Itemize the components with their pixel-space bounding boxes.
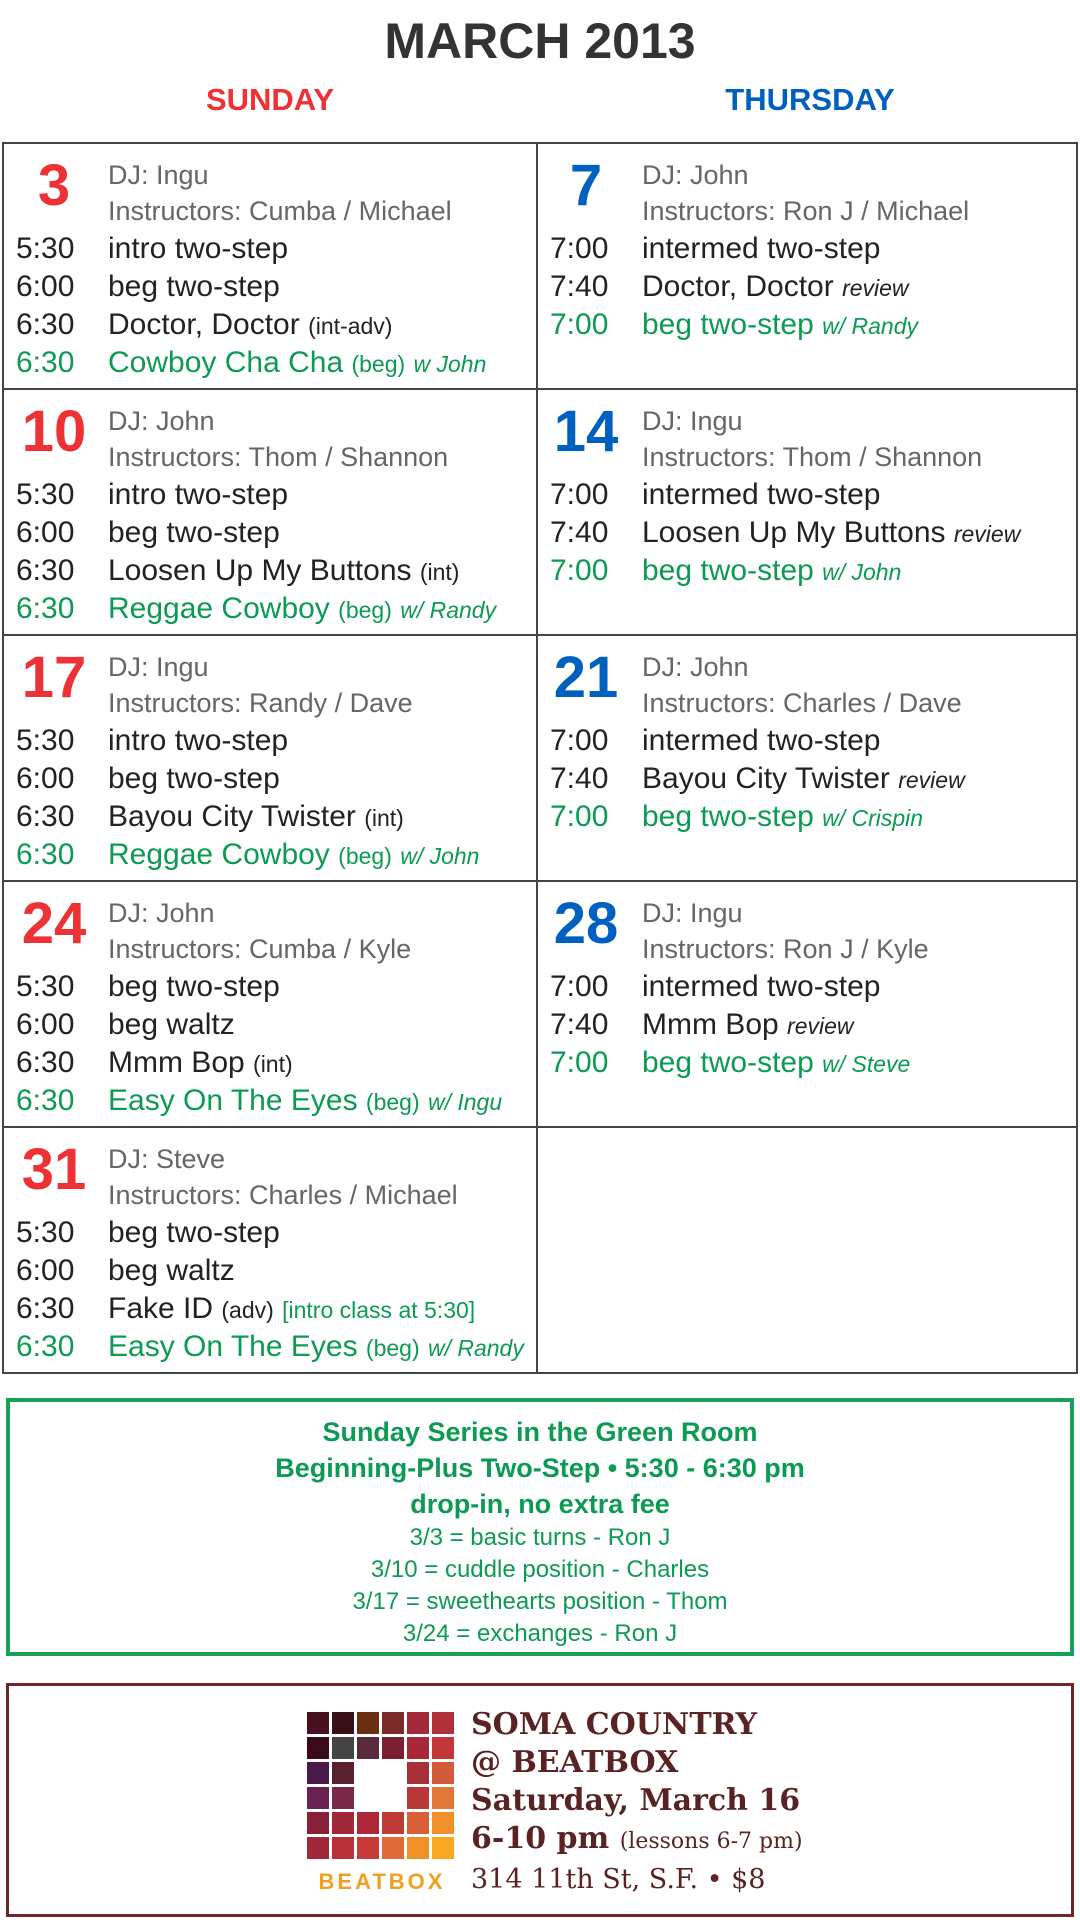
- class-time: 6:30: [16, 1046, 75, 1079]
- class-note: (beg): [338, 597, 392, 623]
- day-cell: [536, 880, 1078, 1128]
- calendar-row: [2, 388, 1078, 634]
- logo-tile: [332, 1712, 354, 1734]
- class-title: beg two-step: [642, 800, 814, 833]
- calendar-grid: [2, 142, 1078, 1372]
- class-note: (int): [364, 805, 404, 831]
- calendar-row: [2, 880, 1078, 1126]
- class-note: (int): [253, 1051, 293, 1077]
- class-time: 6:30: [16, 1292, 75, 1325]
- series-dropin: drop-in, no extra fee: [410, 1489, 670, 1519]
- class-description: [108, 1330, 524, 1364]
- class-description: [108, 1254, 235, 1288]
- class-title: intermed two-step: [642, 970, 881, 1003]
- class-title: Reggae Cowboy: [108, 592, 330, 625]
- class-note: (beg): [365, 1335, 420, 1361]
- logo-tile: [307, 1787, 329, 1809]
- class-description: [642, 232, 880, 266]
- class-title: beg two-step: [108, 516, 280, 549]
- series-item: 3/17 = sweethearts position - Thom: [352, 1588, 728, 1615]
- class-time: 7:40: [550, 516, 609, 549]
- class-time: 6:30: [16, 800, 75, 833]
- class-note: (beg): [365, 1089, 420, 1115]
- promo-hours: 6-10 pm: [471, 1821, 610, 1856]
- class-description: [108, 232, 288, 266]
- class-description: [108, 1084, 502, 1118]
- logo-tile: [357, 1762, 379, 1784]
- class-time: 7:00: [550, 800, 609, 833]
- class-title: beg two-step: [108, 1216, 280, 1249]
- class-time: 7:00: [550, 232, 609, 265]
- logo-tile: [307, 1737, 329, 1759]
- class-note: w/ John: [822, 559, 902, 585]
- logo-tile: [432, 1762, 454, 1784]
- dj-label: DJ: Ingu: [108, 652, 209, 682]
- class-title: Loosen Up My Buttons: [108, 554, 412, 587]
- instructors-label: Instructors: Charles / Michael: [108, 1180, 458, 1210]
- class-title: Doctor, Doctor: [642, 270, 834, 303]
- class-title: Easy On The Eyes: [108, 1084, 358, 1117]
- instructors-label: Instructors: Thom / Shannon: [642, 442, 983, 472]
- class-note: review: [953, 521, 1021, 547]
- dj-label: DJ: John: [108, 406, 215, 436]
- class-note: (int-adv): [308, 313, 393, 339]
- class-time: 6:00: [16, 270, 75, 303]
- class-description: [108, 762, 280, 796]
- class-time: 6:30: [16, 1084, 75, 1117]
- class-time: 6:30: [16, 346, 75, 379]
- logo-tile: [382, 1812, 404, 1834]
- class-time: 7:00: [550, 970, 609, 1003]
- class-description: [108, 838, 479, 872]
- class-note: (beg): [338, 843, 392, 869]
- logo-tile: [382, 1737, 404, 1759]
- page-title: MARCH 2013: [384, 13, 696, 69]
- class-description: [642, 1008, 854, 1042]
- logo-tile: [357, 1787, 379, 1809]
- class-partner: w/ Randy: [427, 1335, 524, 1361]
- class-title: Bayou City Twister: [108, 800, 356, 833]
- day-cell: [536, 388, 1078, 636]
- class-title: Reggae Cowboy: [108, 838, 330, 871]
- series-item: 3/10 = cuddle position - Charles: [370, 1556, 710, 1583]
- day-cell: [2, 142, 538, 390]
- series-title: Sunday Series in the Green Room: [322, 1417, 758, 1447]
- dj-label: DJ: John: [108, 898, 215, 928]
- instructors-label: Instructors: Cumba / Kyle: [108, 934, 412, 964]
- class-time: 5:30: [16, 478, 75, 511]
- class-description: [108, 1046, 293, 1080]
- calendar-row: [2, 142, 1078, 388]
- promo-date: Saturday, March 16: [471, 1783, 801, 1818]
- class-description: [108, 592, 496, 626]
- class-description: [108, 800, 404, 834]
- instructors-label: Instructors: Charles / Dave: [642, 688, 962, 718]
- day-cell: [2, 1126, 538, 1374]
- beatbox-logo-tiles: [307, 1712, 457, 1859]
- class-title: beg waltz: [108, 1008, 235, 1041]
- class-title: intro two-step: [108, 478, 289, 511]
- instructors-label: Instructors: Ron J / Kyle: [642, 934, 929, 964]
- class-time: 6:30: [16, 554, 75, 587]
- day-number: 7: [569, 153, 603, 218]
- class-title: Fake ID: [108, 1292, 214, 1325]
- logo-tile: [382, 1712, 404, 1734]
- class-description: [108, 308, 392, 342]
- logo-tile: [407, 1837, 429, 1859]
- logo-tile: [332, 1787, 354, 1809]
- logo-tile: [382, 1787, 404, 1809]
- class-note: (adv): [221, 1297, 274, 1323]
- class-time: 7:40: [550, 762, 609, 795]
- logo-tile: [357, 1837, 379, 1859]
- instructors-label: Instructors: Ron J / Michael: [642, 196, 970, 226]
- class-title: beg two-step: [642, 1046, 814, 1079]
- logo-tile: [382, 1837, 404, 1859]
- dj-label: DJ: Ingu: [108, 160, 209, 190]
- class-time: 5:30: [16, 1216, 75, 1249]
- class-description: [642, 478, 880, 512]
- logo-tile: [357, 1712, 379, 1734]
- class-title: beg waltz: [108, 1254, 235, 1287]
- class-note: (int): [419, 559, 460, 585]
- dj-label: DJ: Steve: [108, 1144, 226, 1174]
- day-number: 17: [21, 645, 87, 710]
- promo-lessons: (lessons 6-7 pm): [619, 1829, 803, 1854]
- class-note: review: [787, 1013, 854, 1039]
- class-time: 6:00: [16, 762, 75, 795]
- class-title: Mmm Bop: [108, 1046, 245, 1079]
- logo-tile: [332, 1837, 354, 1859]
- class-description: [642, 724, 880, 758]
- class-description: [642, 270, 909, 304]
- class-time: 5:30: [16, 232, 75, 265]
- class-time: 6:30: [16, 308, 75, 341]
- promo-time: [471, 1820, 803, 1861]
- logo-tile: [407, 1812, 429, 1834]
- class-title: Doctor, Doctor: [108, 308, 300, 341]
- class-description: [108, 1216, 280, 1250]
- class-partner: w/ John: [400, 843, 480, 869]
- class-note: w/ Steve: [822, 1051, 911, 1077]
- class-time: 7:00: [550, 1046, 609, 1079]
- class-time: 7:40: [550, 270, 609, 303]
- class-time: 6:30: [16, 1330, 75, 1363]
- day-number: 14: [553, 399, 619, 464]
- thursday-header: THURSDAY: [725, 82, 895, 117]
- class-title: Cowboy Cha Cha: [108, 346, 344, 379]
- class-title: beg two-step: [108, 270, 280, 303]
- beatbox-logo: [307, 1712, 457, 1895]
- logo-tile: [432, 1837, 454, 1859]
- class-time: 7:00: [550, 308, 609, 341]
- class-description: [642, 308, 918, 342]
- promo-text: [471, 1706, 803, 1899]
- class-description: [642, 1046, 910, 1080]
- logo-tile: [382, 1762, 404, 1784]
- class-description: [108, 554, 459, 588]
- class-description: [642, 554, 901, 588]
- logo-tile: [432, 1737, 454, 1759]
- class-title: beg two-step: [642, 308, 814, 341]
- class-time: 7:00: [550, 478, 609, 511]
- class-title: beg two-step: [108, 762, 280, 795]
- day-number: 28: [553, 891, 619, 956]
- class-title: Easy On The Eyes: [108, 1330, 358, 1363]
- class-time: 6:00: [16, 516, 75, 549]
- beatbox-promo: [6, 1683, 1074, 1917]
- logo-tile: [432, 1812, 454, 1834]
- class-description: [108, 270, 280, 304]
- promo-title: SOMA COUNTRY: [471, 1707, 758, 1742]
- class-description: [108, 346, 486, 380]
- day-number: 3: [37, 153, 71, 218]
- day-number: 21: [553, 645, 619, 710]
- class-description: [642, 800, 923, 834]
- day-cell: [2, 388, 538, 636]
- day-cell: [2, 634, 538, 882]
- class-title: intermed two-step: [642, 724, 881, 757]
- class-note: review: [898, 767, 965, 793]
- instructors-label: Instructors: Thom / Shannon: [108, 442, 449, 472]
- logo-tile: [432, 1712, 454, 1734]
- sunday-series-box: [6, 1398, 1074, 1656]
- class-time: 7:00: [550, 554, 609, 587]
- calendar-row: [2, 634, 1078, 880]
- class-description: [108, 478, 288, 512]
- class-partner: w/ Ingu: [427, 1089, 503, 1115]
- class-time: 7:40: [550, 1008, 609, 1041]
- class-partner: w John: [413, 351, 487, 377]
- class-title: intro two-step: [108, 232, 289, 265]
- dj-label: DJ: Ingu: [642, 406, 743, 436]
- empty-cell: [536, 1126, 1078, 1374]
- class-time: 6:00: [16, 1008, 75, 1041]
- class-title: beg two-step: [642, 554, 814, 587]
- class-note: w/ Crispin: [822, 805, 924, 831]
- logo-tile: [407, 1762, 429, 1784]
- class-description: [642, 516, 1020, 550]
- day-number: 31: [21, 1137, 87, 1202]
- class-partner: w/ Randy: [400, 597, 497, 623]
- logo-tile: [332, 1737, 354, 1759]
- class-note: w/ Randy: [822, 313, 918, 339]
- logo-tile: [307, 1812, 329, 1834]
- class-description: [108, 516, 280, 550]
- calendar-row: [2, 1126, 1078, 1372]
- class-title: beg two-step: [108, 970, 280, 1003]
- class-extra-note: [intro class at 5:30]: [282, 1297, 476, 1323]
- dj-label: DJ: Ingu: [642, 898, 743, 928]
- logo-tile: [307, 1712, 329, 1734]
- promo-venue: @ BEATBOX: [471, 1745, 679, 1780]
- day-cell: [536, 142, 1078, 390]
- logo-tile: [307, 1762, 329, 1784]
- class-description: [108, 1008, 235, 1042]
- class-description: [108, 724, 288, 758]
- promo-address: 314 11th St, S.F. • $8: [471, 1864, 766, 1895]
- class-title: intermed two-step: [642, 478, 881, 511]
- class-description: [642, 970, 880, 1004]
- class-title: Bayou City Twister: [642, 762, 890, 795]
- class-title: Loosen Up My Buttons: [642, 516, 946, 549]
- logo-tile: [432, 1787, 454, 1809]
- class-description: [108, 970, 280, 1004]
- class-title: intermed two-step: [642, 232, 881, 265]
- beatbox-logo-text: BEATBOX: [318, 1869, 446, 1894]
- logo-tile: [407, 1737, 429, 1759]
- dj-label: DJ: John: [642, 652, 749, 682]
- class-time: 7:00: [550, 724, 609, 757]
- dj-label: DJ: John: [642, 160, 749, 190]
- class-note: review: [842, 275, 909, 301]
- day-number: 10: [21, 399, 87, 464]
- sunday-header: SUNDAY: [205, 82, 335, 117]
- logo-tile: [407, 1712, 429, 1734]
- logo-tile: [307, 1837, 329, 1859]
- logo-tile: [357, 1737, 379, 1759]
- class-title: Mmm Bop: [642, 1008, 779, 1041]
- class-description: [642, 762, 965, 796]
- logo-tile: [332, 1762, 354, 1784]
- class-time: 6:30: [16, 838, 75, 871]
- day-cell: [2, 880, 538, 1128]
- series-subtitle: Beginning-Plus Two-Step • 5:30 - 6:30 pm: [275, 1453, 805, 1483]
- class-time: 5:30: [16, 724, 75, 757]
- day-number: 24: [21, 891, 87, 956]
- logo-tile: [407, 1787, 429, 1809]
- day-cell: [536, 634, 1078, 882]
- logo-tile: [332, 1812, 354, 1834]
- class-time: 6:00: [16, 1254, 75, 1287]
- instructors-label: Instructors: Randy / Dave: [108, 688, 413, 718]
- class-time: 6:30: [16, 592, 75, 625]
- series-item: 3/3 = basic turns - Ron J: [409, 1524, 671, 1551]
- class-time: 5:30: [16, 970, 75, 1003]
- class-description: [108, 1292, 475, 1326]
- class-title: intro two-step: [108, 724, 289, 757]
- logo-tile: [357, 1812, 379, 1834]
- instructors-label: Instructors: Cumba / Michael: [108, 196, 452, 226]
- class-note: (beg): [351, 351, 406, 377]
- series-item: 3/24 = exchanges - Ron J: [402, 1620, 678, 1647]
